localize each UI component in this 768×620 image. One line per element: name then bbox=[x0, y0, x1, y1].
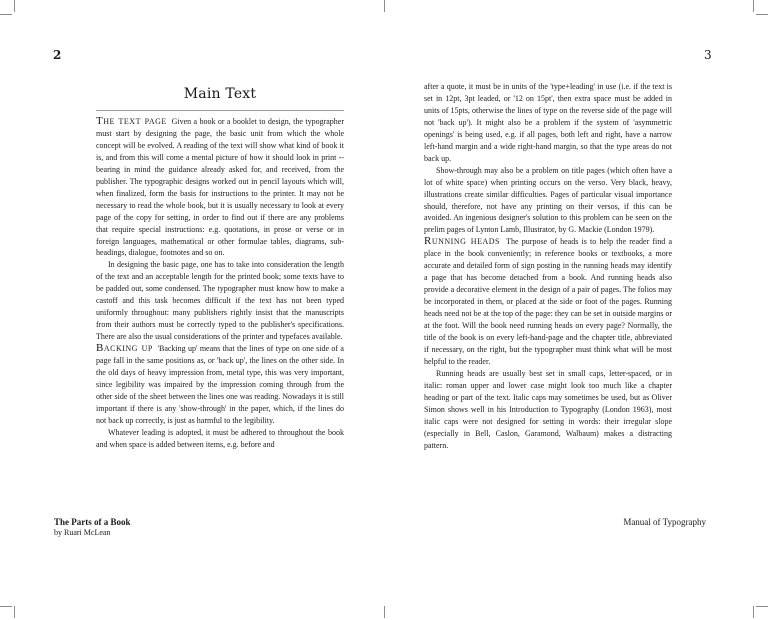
paragraph bbox=[96, 343, 344, 427]
crop-mark bbox=[753, 606, 754, 618]
crop-mark bbox=[0, 606, 12, 607]
run-in-heading: Running heads bbox=[424, 235, 500, 248]
paragraph-text: 'Backing up' means that the lines of type on one side of a page fall in the same positions as, or 'back up', the lines on the other side. In the old days of heavy impression from, metal type, this was very important, since legibility was impaired by the impression coming through from the other side of the sheet between the lines one was reading. Nowadays it is still important if there is any 'show-through' in the paper, which, if the lines do not back up correctly, is just as harmful to the legibility. bbox=[96, 344, 344, 425]
crop-mark bbox=[384, 0, 385, 12]
paragraph-text: Running heads are usually best set in small caps, letter-spaced, or in italic: roman upper and lower case might look too much like a chapter heading or part of the text. Italic caps may sometimes be used, but as Oliver Simon shows well in his Introduction to Typography (London 1963), most italic caps were not designed for setting in words: their irregular slope (especially in Bell, Caslon, Garamond, Walbaum) makes a distracting pattern. bbox=[424, 368, 672, 450]
footer-author: by Ruari McLean bbox=[54, 528, 111, 537]
crop-mark bbox=[14, 0, 15, 12]
page-number-right: 3 bbox=[704, 48, 712, 62]
book-footer bbox=[54, 517, 131, 537]
section-title: Main Text bbox=[183, 86, 257, 102]
paragraph bbox=[96, 116, 344, 259]
paragraph-text: Given a book or a booklet to design, the typographer must start by designing the page, the basic unit from which the whole concept will be evolved. A reading of the text will show what kind of book it is, and from this will come a mental picture of how it should look in print -- bearing in mind the guidance already asked for, and received, from the publisher. The typographic designs worked out in pencil layouts which will, when finalized, form the basis for instructions to the printer. It may not be necessary to read the whole book, but it is usually necessary to look at every page of the copy for setting, in order to find out if there are any problems that require special instructions: e.g. quotations, in prose or verse or in foreign languages, mathematical or other formulae tables, diagrams, sub-headings, dialogue, footnotes and so on. bbox=[96, 117, 344, 258]
crop-mark bbox=[756, 14, 768, 15]
paragraph bbox=[424, 236, 672, 367]
right-text-column bbox=[424, 81, 672, 452]
paragraph bbox=[96, 427, 344, 451]
paragraph bbox=[96, 259, 344, 343]
paragraph-text: after a quote, it must be in units of the 'type+leading' in use (i.e. if the text is set in 12pt, 3pt leaded, or '12 on 15pt', then extra space must be added in units of 15pts, otherwise the lines of type on the reverse side of the page will not 'back up'). It might also be a problem if the system of 'asymmetric openings' is being used, e.g. if all pages, both left and right, have a narrow left-hand margin and a wide right-hand margin, so that the type areas do not back up. bbox=[424, 82, 672, 163]
paragraph-text: The purpose of heads is to help the reader find a place in the book conveniently; in reference books or textbooks, a more accurate and detailed form of sign posting in the running heads may identify a page that has become detached from a book. And running heads also provide a decorative element in the design of a pair of pages. The folios may be incorporated in them, or placed at the side or foot of the pages. Running heads need not be at the top of the page: they can be set in outside margins or at the foot. Will the book need running heads on every page? Normally, the title of the book is on every left-hand-page and the chapter title, abbreviated if necessary, on the right, but the typographer must think what will be most helpful to the reader. bbox=[424, 237, 672, 366]
paragraph bbox=[424, 81, 672, 165]
paragraph bbox=[424, 368, 672, 452]
footer-book-title: The Parts of a Book bbox=[54, 517, 131, 527]
page-number-left: 2 bbox=[53, 48, 62, 62]
paragraph-text: Show-through may also be a problem on title pages (which often have a lot of white space) when printing occurs on the verso. Very black, heavy, illustrations create similar difficulties. Pages of particular visual importance should, therefore, not have any printing on their versos, if this can be avoided. An ingenious designer's solution to this problem can be seen on the prelim pages of Lynton Lamb, Illustrator, by G. Mackie (London 1979). bbox=[424, 165, 672, 235]
left-text-column bbox=[96, 116, 344, 451]
paragraph bbox=[424, 165, 672, 237]
crop-mark bbox=[0, 14, 12, 15]
crop-mark bbox=[753, 0, 754, 12]
paragraph-text: Whatever leading is adopted, it must be adhered to throughout the book and when space is added between items, e.g. before and bbox=[96, 427, 344, 449]
paragraph-text: In designing the basic page, one has to take into consideration the length of the text and an acceptable length for the printed book; some texts have to be padded out, some condensed. The typographer must know how to make a castoff and this task becomes difficult if the text has not been typed uniformly throughout: many publishers rightly insist that the manuscripts from their authors must be correctly typed to the publisher's specifications. There are also the usual considerations of the printer and typefaces available. bbox=[96, 260, 344, 342]
crop-mark bbox=[14, 606, 15, 618]
crop-mark bbox=[384, 606, 385, 618]
running-footer-right: Manual of Typography bbox=[623, 517, 706, 527]
crop-mark bbox=[756, 606, 768, 607]
run-in-heading: The text page bbox=[96, 115, 167, 127]
title-rule bbox=[96, 110, 344, 111]
run-in-heading: Backing up bbox=[96, 342, 153, 355]
